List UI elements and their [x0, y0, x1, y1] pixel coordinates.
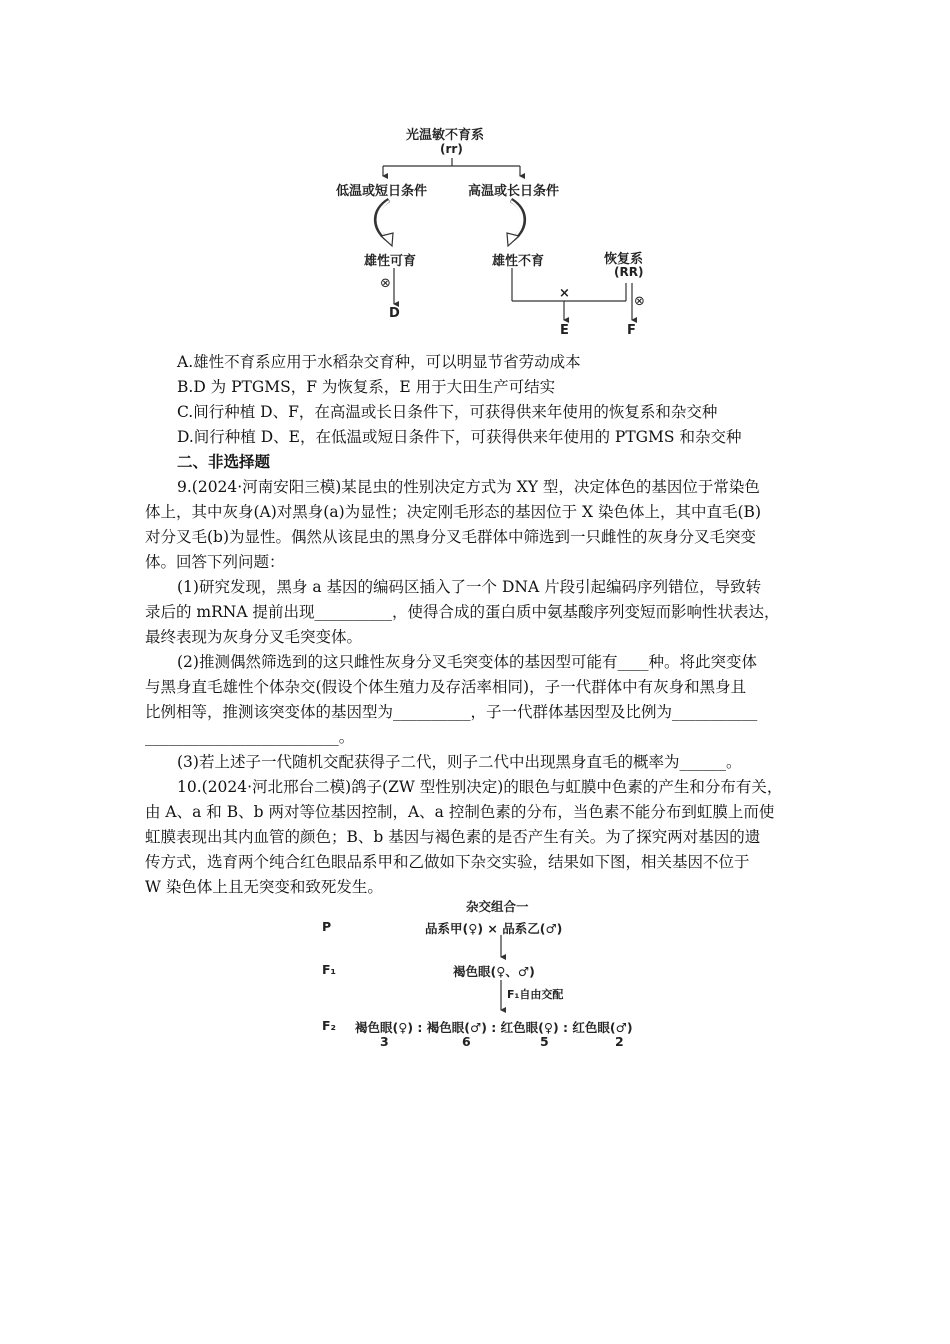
q10-line: 由 A、a 和 B、b 两对等位基因控制，A、a 控制色素的分布，当色素不能分布到虹膜上而使 [145, 803, 775, 821]
q9-line: 体上，其中灰身(A)对黑身(a)为显性；决定刚毛形态的基因位于 X 染色体上，其中直毛(B) [145, 503, 761, 521]
restorer-genotype: (RR) [614, 265, 644, 279]
f1-arrow-note: F₁自由交配 [507, 988, 564, 1001]
q10-line: 传方式，选育两个纯合红色眼品系甲和乙做如下杂交实验，结果如下图，相关基因不位于 [145, 853, 750, 871]
f2-ratio: 3 [380, 1034, 389, 1049]
male-sterile-label: 雄性不育 [492, 254, 545, 269]
right-condition-label: 高温或长日条件 [468, 184, 560, 199]
q9-part1-line: 最终表现为灰身分叉毛突变体。 [145, 628, 363, 646]
q10-line: W 染色体上且无突变和致死发生。 [145, 878, 383, 896]
p-label: P [322, 919, 332, 934]
q10-line: 10.(2024·河北邢台二模)鸽子(ZW 型性别决定)的眼色与虹膜中色素的产生和分布有关， [177, 778, 783, 796]
f1-label: F₁ [322, 962, 337, 977]
q9-part1-line: (1)研究发现，黑身 a 基因的编码区插入了一个 DNA 片段引起编码序列错位，导致转 [177, 578, 762, 596]
cross-symbol: × [559, 286, 570, 301]
restorer-label: 恢复系 [604, 252, 644, 267]
section-heading: 二、非选择题 [177, 453, 271, 471]
q9-part2-line: _________________________。 [145, 728, 355, 746]
f2-label: F₂ [322, 1018, 337, 1033]
label-e: E [560, 323, 569, 338]
option-b: B.D 为 PTGMS，F 为恢复系，E 用于大田生产可结实 [177, 378, 556, 396]
breeding-diagram-lines [0, 0, 950, 350]
p-cross-text: 品系甲(♀) × 品系乙(♂) [425, 921, 563, 936]
q10-line: 虹膜表现出其内血管的颜色；B、b 基因与褐色素的是否产生有关。为了探究两对基因的遗 [145, 828, 761, 846]
f1-text: 褐色眼(♀、♂) [453, 964, 535, 979]
f2-ratio: 2 [615, 1034, 624, 1049]
f2-ratio: 6 [462, 1034, 471, 1049]
q9-part2-line: 与黑身直毛雄性个体杂交(假设个体生殖力及存活率相同)，子一代群体中有灰身和黑身且 [145, 678, 747, 696]
left-condition-label: 低温或短日条件 [336, 184, 428, 199]
option-c: C.间行种植 D、F，在高温或长日条件下，可获得供来年使用的恢复系和杂交种 [177, 403, 718, 421]
f2-ratio: 5 [540, 1034, 549, 1049]
option-d: D.间行种植 D、E，在低温或短日条件下，可获得供来年使用的 PTGMS 和杂交种 [177, 428, 742, 446]
label-d: D [389, 306, 400, 321]
self-cross-symbol-right: ⊗ [634, 294, 645, 309]
q9-line: 体。回答下列问题： [145, 553, 285, 571]
cross-diagram-title: 杂交组合一 [466, 899, 529, 914]
q9-line: 对分叉毛(b)为显性。偶然从该昆虫的黑身分叉毛群体中筛选到一只雌性的灰身分叉毛突变 [145, 528, 757, 546]
male-fertile-label: 雄性可育 [364, 254, 417, 269]
option-a: A.雄性不育系应用于水稻杂交育种，可以明显节省劳动成本 [177, 353, 581, 371]
label-f: F [627, 323, 636, 338]
q9-line: 9.(2024·河南安阳三模)某昆虫的性别决定方式为 XY 型，决定体色的基因位于常染色 [177, 478, 760, 496]
diagram-top-title: 光温敏不育系 [406, 128, 485, 143]
q9-part2-line: 比例相等，推测该突变体的基因型为__________，子一代群体基因型及比例为___________ [145, 703, 758, 721]
q9-part1-line: 录后的 mRNA 提前出现__________，使得合成的蛋白质中氨基酸序列变短而影响性状表达， [145, 603, 780, 621]
diagram-top-genotype: (rr) [440, 142, 463, 156]
self-cross-symbol-left: ⊗ [380, 276, 391, 291]
q9-part3-line: (3)若上述子一代随机交配获得子二代，则子二代中出现黑身直毛的概率为______。 [177, 753, 742, 771]
f2-text: 褐色眼(♀) : 褐色眼(♂) : 红色眼(♀) : 红色眼(♂) [355, 1020, 633, 1035]
q9-part2-line: (2)推测偶然筛选到的这只雌性灰身分叉毛突变体的基因型可能有____种。将此突变体 [177, 653, 757, 671]
